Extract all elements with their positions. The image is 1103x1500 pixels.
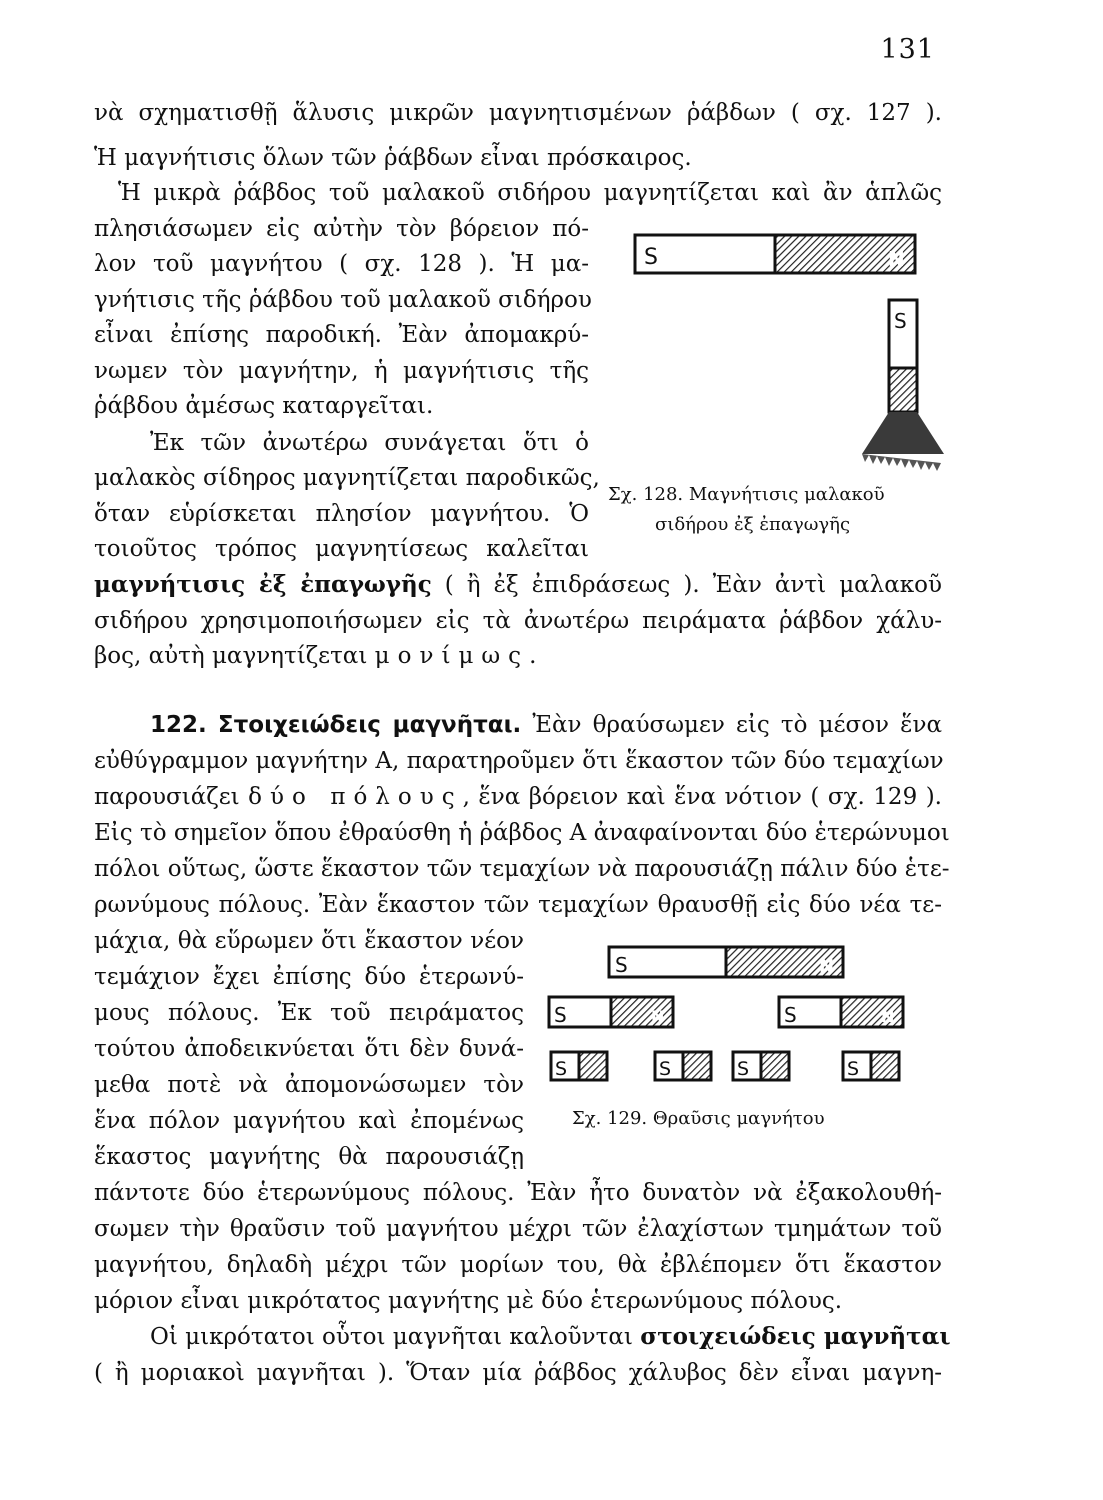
text-line: τούτου ἀποδεικνύεται ὅτι δὲν δυνά-: [94, 1036, 524, 1062]
text-line: ( ἢ μοριακοὶ μαγνῆται ). Ὅταν μία ῥάβδος χάλυβος δὲν εἶναι μαγνη-: [94, 1360, 942, 1386]
section-number: 122.: [150, 712, 207, 738]
text-line: Εἰς τὸ σημεῖον ὅπου ἐθραύσθη ἡ ῥάβδος Α ἀναφαίνονται δύο ἑτερώνυμοι: [94, 820, 950, 846]
pole-label-n: N: [888, 247, 905, 271]
magnet-quarter-4: [843, 1052, 899, 1080]
text-line: τεμάχιον ἔχει ἐπίσης δύο ἑτερωνύ-: [94, 964, 524, 990]
text-line: πόλοι οὕτως, ὥστε ἕκαστον τῶν τεμαχίων νὰ παρουσιάζῃ πάλιν δύο ἑτε-: [94, 856, 950, 882]
text-line: μαγνήτου, δηλαδὴ μέχρι τῶν μορίων του, θὰ ἐβλέπομεν ὅτι ἕκαστον: [94, 1252, 942, 1278]
rod-label-s: S: [894, 309, 907, 333]
text-line: μεθα ποτὲ νὰ ἀπομονώσωμεν τὸν: [94, 1072, 524, 1098]
magnet-quarter-1: [551, 1052, 607, 1080]
text-line: εἶναι ἐπίσης παροδική. Ἐὰν ἀπομακρύ-: [94, 322, 589, 348]
pole-label-n: N: [819, 956, 835, 977]
text-span: ( ἢ ἐξ ἐπιδράσεως ). Ἐὰν ἀντὶ μαλακοῦ: [431, 572, 942, 598]
iron-filings: [862, 412, 944, 454]
pole-label-s: S: [784, 1003, 797, 1027]
pole-label-s: S: [554, 1003, 567, 1027]
pole-label-s: S: [644, 245, 658, 270]
bold-term: μαγνήτισις ἐξ ἐπαγωγῆς: [94, 571, 432, 598]
text-line: πλησιάσωμεν εἰς αὐτὴν τὸν βόρειον πό-: [94, 216, 589, 242]
pole-label-n: N: [881, 1007, 895, 1026]
text-line: [150, 1322, 951, 1352]
text-span: , ἕνα βόρειον καὶ ἕνα νότιον ( σχ. 129 ).: [462, 784, 942, 810]
text-line: σωμεν τὴν θραῦσιν τοῦ μαγνήτου μέχρι τῶν ἐλαχίστων τμημάτων τοῦ: [94, 1216, 942, 1242]
text-span: .: [529, 643, 537, 669]
figure-128-caption-line1: Σχ. 128. Μαγνήτισις μαλακοῦ: [608, 484, 885, 505]
text-line: μάχια, θὰ εὕρωμεν ὅτι ἕκαστον νέον: [94, 928, 524, 954]
magnet-half-left: [549, 997, 673, 1027]
pole-label-s: S: [615, 953, 628, 977]
text-line: ρωνύμους πόλους. Ἐὰν ἕκαστον τῶν τεμαχίων θραυσθῇ εἰς δύο νέα τε-: [94, 892, 942, 918]
magnet-whole: [609, 947, 843, 977]
text-span: παρουσιάζει: [94, 784, 249, 810]
text-line: Ἡ μικρὰ ῥάβδος τοῦ μαλακοῦ σιδήρου μαγνητίζεται καὶ ἂν ἁπλῶς: [118, 180, 942, 206]
figure-129-caption: Σχ. 129. Θραῦσις μαγνήτου: [572, 1108, 825, 1129]
pole-label-s: S: [737, 1058, 750, 1080]
text-line: λον τοῦ μαγνήτου ( σχ. 128 ). Ἡ μα-: [94, 251, 589, 277]
text-line: ῥάβδου ἀμέσως καταργεῖται.: [94, 393, 434, 419]
iron-rod-north-end: [889, 368, 917, 412]
text-line: [94, 570, 942, 600]
pole-label-s: S: [659, 1058, 672, 1080]
text-line: μους πόλους. Ἐκ τοῦ πειράματος: [94, 1000, 524, 1026]
magnet-half-right: [779, 997, 903, 1027]
filings-fringe: [862, 454, 941, 471]
pole-label-s: S: [847, 1058, 860, 1080]
text-line: εὐθύγραμμον μαγνήτην Α, παρατηροῦμεν ὅτι ἕκαστον τῶν δύο τεμαχίων: [94, 748, 944, 774]
text-line: Ἐκ τῶν ἀνωτέρω συνάγεται ὅτι ὁ: [150, 430, 589, 456]
text-span: Ἐὰν θραύσωμεν εἰς τὸ μέσον ἕνα: [521, 712, 943, 738]
text-line: ὅταν εὑρίσκεται πλησίον μαγνήτου. Ὁ: [94, 501, 589, 527]
text-line: ἕνα πόλον μαγνήτου καὶ ἐπομένως: [94, 1108, 524, 1134]
pole-label-s: S: [555, 1058, 568, 1080]
text-line: νὰ σχηματισθῇ ἅλυσις μικρῶν μαγνητισμένων ῥάβδων ( σχ. 127 ).: [94, 100, 942, 126]
figure-129: [545, 935, 915, 1085]
figure-128-caption-line2: σιδήρου ἐξ ἐπαγωγῆς: [655, 514, 851, 535]
text-line: Ἡ μαγνήτισις ὅλων τῶν ῥάβδων εἶναι πρόσκαιρος.: [94, 145, 692, 171]
text-span: Οἱ μικρότατοι οὗτοι μαγνῆται καλοῦνται: [150, 1324, 641, 1350]
figure-128: [600, 222, 950, 472]
magnet-quarter-2: [655, 1052, 711, 1080]
text-line: [94, 782, 942, 812]
text-line: πάντοτε δύο ἑτερωνύμους πόλους. Ἐὰν ἦτο δυνατὸν νὰ ἐξακολουθή-: [94, 1180, 942, 1206]
text-line: γνήτισις τῆς ῥάβδου τοῦ μαλακοῦ σιδήρου: [94, 287, 592, 313]
figure-128-drawing: [600, 222, 950, 472]
section-heading-line: [150, 710, 942, 740]
figure-129-drawing: [545, 935, 915, 1085]
magnet-quarter-3: [733, 1052, 789, 1080]
text-line: ἕκαστος μαγνήτης θὰ παρουσιάζῃ: [94, 1144, 524, 1170]
text-line: τοιοῦτος τρόπος μαγνητίσεως καλεῖται: [94, 536, 589, 562]
pole-label-n: N: [651, 1007, 665, 1026]
text-line: μαλακὸς σίδηρος μαγνητίζεται παροδικῶς,: [94, 465, 600, 491]
text-line: σιδήρου χρησιμοποιήσωμεν εἰς τὰ ἀνωτέρω πειράματα ῥάβδον χάλυ-: [94, 608, 942, 634]
text-line: [94, 641, 536, 671]
text-line: νωμεν τὸν μαγνήτην, ἡ μαγνήτισις τῆς: [94, 358, 589, 384]
spaced-term: μονίμως: [374, 643, 530, 669]
section-title: Στοιχειώδεις μαγνῆται.: [217, 712, 522, 738]
spaced-term: δύο πόλους: [248, 784, 463, 810]
page-number: 131: [880, 34, 935, 65]
text-line: μόριον εἶναι μικρότατος μαγνήτης μὲ δύο ἑτερωνύμους πόλους.: [94, 1288, 843, 1314]
text-span: βος, αὐτὴ μαγνητίζεται: [94, 643, 375, 669]
bold-term: στοιχειώδεις μαγνῆται: [640, 1323, 951, 1350]
